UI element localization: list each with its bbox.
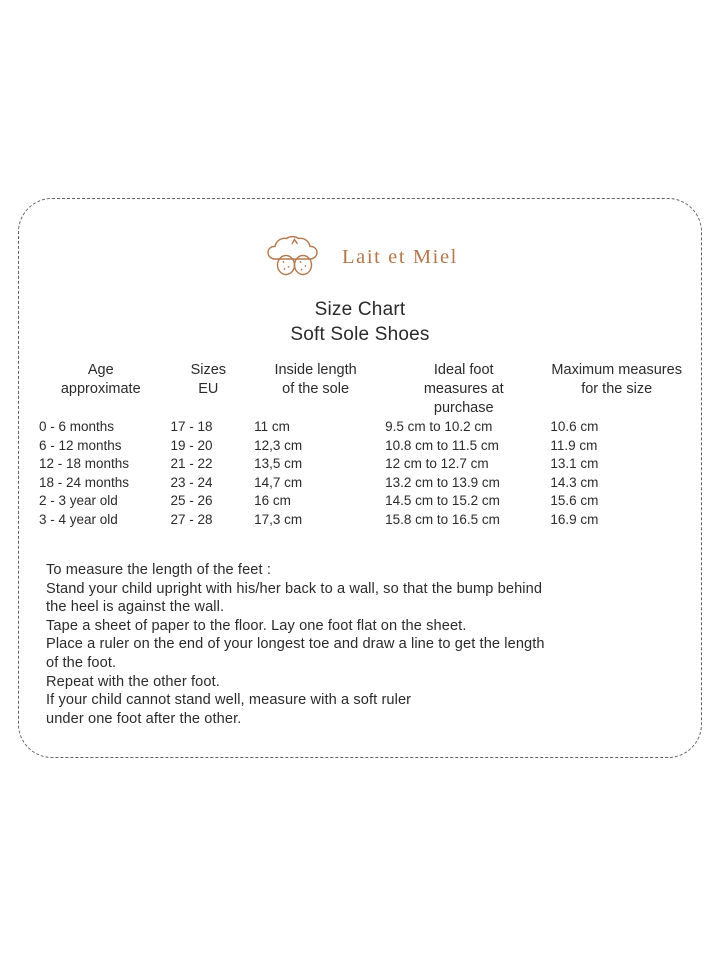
cell-sole-length: 12,3 cm [254, 437, 303, 453]
header-age: Age approximate [60, 362, 141, 397]
cell-max-measure: 10.6 cm [550, 419, 599, 434]
cell-max-measure: 13.1 cm [550, 456, 599, 472]
cell-age: 3 - 4 year old [39, 511, 118, 527]
cell-ideal-foot: 12 cm to 12.7 cm [385, 456, 489, 472]
cell-size: 25 - 26 [170, 493, 213, 509]
header-ideal-foot-measures: Ideal foot measures at purchase [423, 362, 504, 416]
chart-title [19, 297, 701, 347]
cell-sole-length: 16 cm [254, 493, 291, 509]
cell-ideal-foot: 14.5 cm to 15.2 cm [385, 493, 500, 509]
table-row [35, 511, 687, 530]
instruction-line: Tape a sheet of paper to the floor. Lay one foot flat on the sheet. [46, 617, 467, 634]
cell-sole-length: 11 cm [254, 419, 290, 434]
instruction-line: of the foot. [46, 654, 117, 671]
instruction-line: under one foot after the other. [46, 710, 242, 727]
cell-ideal-foot: 15.8 cm to 16.5 cm [385, 511, 500, 527]
header-sizes-eu: Sizes EU [190, 362, 227, 397]
size-table-body [35, 418, 687, 530]
instruction-line: Repeat with the other foot. [46, 673, 220, 690]
cell-sole-length: 13,5 cm [254, 456, 303, 472]
table-row [35, 437, 687, 456]
instruction-line: To measure the length of the feet : [46, 562, 271, 578]
table-row [35, 455, 687, 474]
cloud-sheep-logo-icon [262, 235, 328, 279]
cell-ideal-foot: 10.8 cm to 11.5 cm [385, 437, 499, 453]
cell-max-measure: 16.9 cm [550, 511, 599, 527]
size-table-container [35, 361, 687, 530]
brand-header [19, 235, 701, 279]
cell-age: 6 - 12 months [39, 437, 122, 453]
cell-size: 27 - 28 [170, 511, 213, 527]
instruction-line: Place a ruler on the end of your longest toe and draw a line to get the length [46, 636, 545, 653]
cell-age: 2 - 3 year old [39, 493, 118, 509]
measuring-instructions [46, 561, 686, 728]
cell-max-measure: 11.9 cm [550, 437, 598, 453]
cell-size: 19 - 20 [170, 437, 213, 453]
table-row [35, 492, 687, 511]
instruction-line: If your child cannot stand well, measure with a soft ruler [46, 692, 412, 709]
instruction-line: Stand your child upright with his/her back to a wall, so that the bump behind [46, 580, 543, 597]
instruction-line: the heel is against the wall. [46, 599, 225, 616]
brand-name: Lait et Miel [342, 245, 458, 268]
cell-ideal-foot: 9.5 cm to 10.2 cm [385, 419, 493, 434]
header-maximum-measures: Maximum measures for the size [551, 362, 682, 397]
table-header-row [35, 361, 687, 418]
size-table-head [35, 361, 687, 418]
page-title-line-2: Soft Sole Shoes [290, 324, 430, 345]
cell-sole-length: 17,3 cm [254, 511, 303, 527]
page-title-line-1: Size Chart [314, 299, 406, 320]
cell-age: 12 - 18 months [39, 456, 130, 472]
cell-age: 0 - 6 months [39, 419, 115, 434]
cell-size: 23 - 24 [170, 474, 213, 490]
cell-size: 17 - 18 [170, 419, 213, 434]
cell-max-measure: 15.6 cm [550, 493, 599, 509]
cell-age: 18 - 24 months [39, 474, 130, 490]
cell-max-measure: 14.3 cm [550, 474, 599, 490]
cell-ideal-foot: 13.2 cm to 13.9 cm [385, 474, 500, 490]
size-chart-card [18, 198, 702, 758]
cell-size: 21 - 22 [170, 456, 213, 472]
cell-sole-length: 14,7 cm [254, 474, 303, 490]
table-row [35, 418, 687, 437]
size-table [35, 361, 687, 530]
table-row [35, 474, 687, 493]
header-inside-length: Inside length of the sole [274, 362, 357, 397]
